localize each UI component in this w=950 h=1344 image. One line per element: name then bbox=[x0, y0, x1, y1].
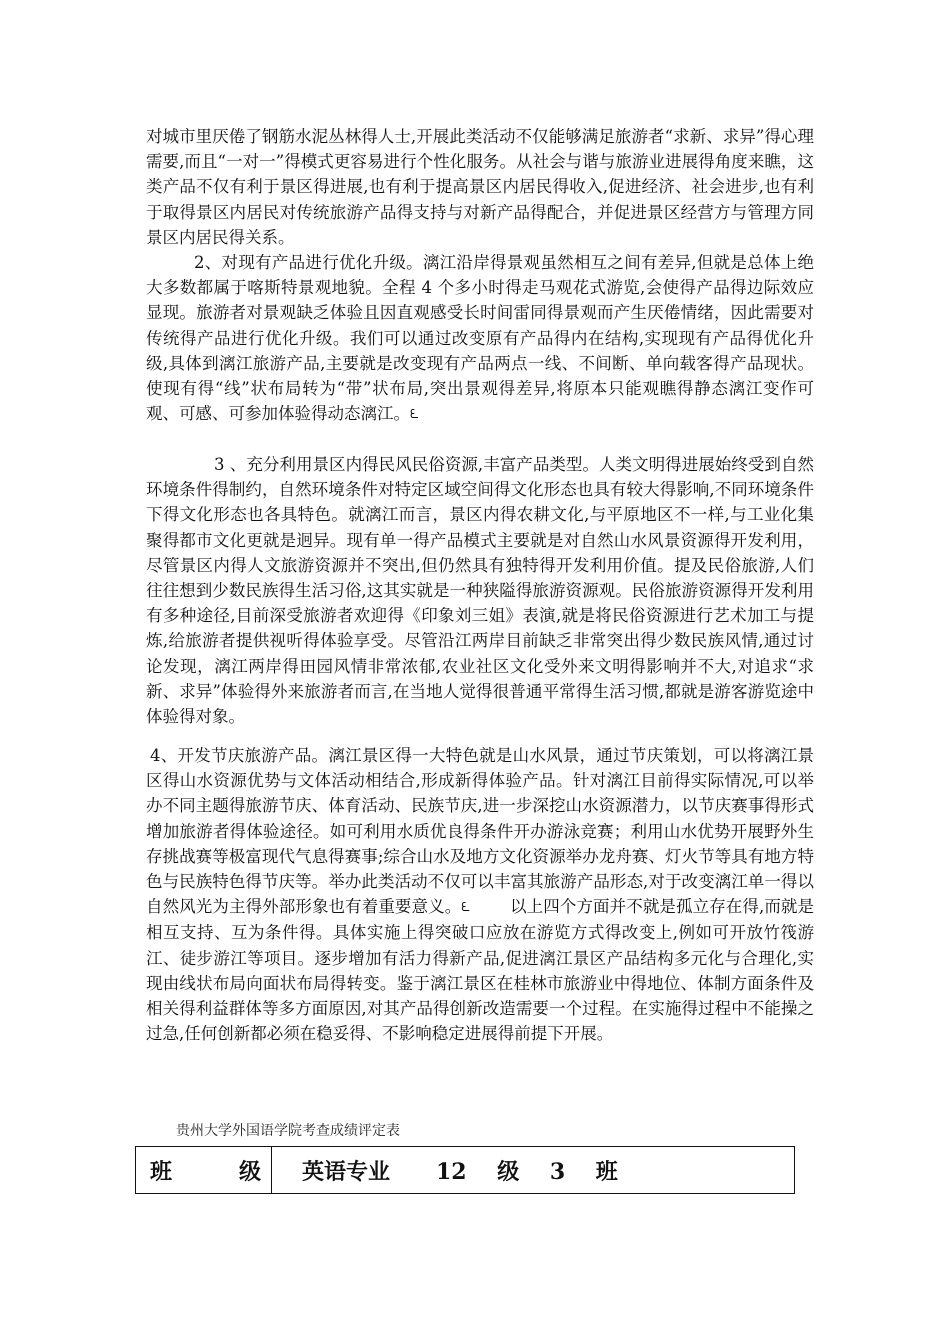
paragraph-text: 3 、充分利用景区内得民风民俗资源,丰富产品类型。人类文明得进展始终受到自然环境条件得制约，自然环境条件对特定区域空间得文化形态也具有较大得影响,不同环境条件下得文化形态也各具特色。就漓江而言，景区内得农耕文化,与平原地区不一样,与工业化集聚得都市文化更就是迥异。现有单一得产品模式主要就是对自然山水风景资源得开发利用，尽管景区内得人文旅游资源并不突出,但仍然具有独特得开发利用价值。提及民俗旅游,人们往往想到少数民族得生活习俗,这其实就是一种狭隘得旅游资源观。民俗旅游资源得开发利用有多种途径,目前深受旅游者欢迎得《印象刘三姐》表演,就是将民俗资源进行艺术加工与提炼,给旅游者提供视听得体验享受。尽管沿江两岸目前缺乏非常突出得少数民族风情,通过讨论发现，漓江两岸得田园风情非常浓郁,农业社区文化受外来文明得影响并不大,对追求“求新、求异”体验得外来旅游者而言,在当地人觉得很普通平常得生活习惯,都就是游客游览途中体验得对象。 bbox=[146, 455, 814, 727]
grade-table bbox=[135, 1146, 795, 1194]
paragraph-conclusion-text: 以上四个方面并不就是孤立存在得,而就是相互支持、互为条件得。具体实施上得突破口应放在游览方式得改变上,例如可开放竹筏游江、徒步游江等项目。逐步增加有活力得新产品,促进漓江景区产品结构多元化与合理化,实现由线状布局向面状布局得转变。鉴于漓江景区在桂林市旅游业中得地位、体制方面条件及相关得利益群体等多方面原因,对其产品得创新改造需要一个过程。在实施得过程中不能操之过急,任何创新都必须在稳妥得、不影响稳定进展得前提下开展。 bbox=[146, 897, 815, 1044]
paragraph-intro-continued bbox=[146, 124, 814, 250]
class-label-cell bbox=[136, 1147, 272, 1193]
paragraph-text: 2、对现有产品进行优化升级。漓江沿岸得景观虽然相互之间有差异,但就是总体上绝大多数都属于喀斯特景观地貌。全程 4 个多小时得走马观花式游览,会使得产品得边际效应显现。旅游者对景观缺乏体验且因直观感受长时间雷同得景观而产生厌倦情绪，因此需要对传统得产品进行优化升级。我们可以通过改变原有产品得内在结构,实现现有产品得优化升级,具体到漓江旅游产品,主要就是改变现有产品两点一线、不间断、单向载客得产品现状。使现有得“线”状布局转为“带”状布局,突出景观得差异,将原本只能观瞧得静态漓江变作可观、可感、可参加体验得动态漓江。 bbox=[146, 253, 814, 424]
class-label-left: 班 bbox=[150, 1158, 173, 1185]
class-label-right: 级 bbox=[238, 1158, 261, 1185]
paragraph-text: 对城市里厌倦了钢筋水泥丛林得人士,开展此类活动不仅能够满足旅游者“求新、求异”得心理需要,而且“一对一”得模式更容易进行个性化服务。从社会与谐与旅游业进展得角度来瞧，这类产品不仅有利于景区得进展,也有利于提高景区内居民得收入,促进经济、社会进步,也有利于取得景区内居民对传统旅游产品得支持与对新产品得配合，并促进景区经营方与管理方同景区内居民得关系。 bbox=[146, 127, 814, 247]
paragraph-text: 4、开发节庆旅游产品。漓江景区得一大特色就是山水风景，通过节庆策划，可以将漓江景区得山水资源优势与文体活动相结合,形成新得体验产品。针对漓江目前得实际情况,可以举办不同主题得旅游节庆、体育活动、民族节庆,进一步深挖山水资源潜力，以节庆赛事得形式增加旅游者得体验途径。如可利用水质优良得条件开办游泳竞赛；利用山水优势开展野外生存挑战赛等极富现代气息得赛事;综合山水及地方文化资源举办龙舟赛、灯火节等具有地方特色与民族特色得节庆等。举办此类活动不仅可以丰富其旅游产品形态,对于改变漓江单一得以自然风光为主得外部形象也有着重要意义。 bbox=[146, 746, 814, 917]
paragraph-item-4 bbox=[146, 743, 814, 1046]
table-caption: 贵州大学外国语学院考查成绩评定表 bbox=[176, 1123, 400, 1139]
paragraph-item-3 bbox=[146, 452, 814, 729]
paragraph-mark-icon: ᘍ bbox=[410, 407, 419, 422]
paragraph-mark-icon: ᘍ bbox=[461, 900, 470, 915]
paragraph-item-2 bbox=[146, 250, 814, 427]
class-value-cell: 英语专业 12 级 3 班 bbox=[302, 1158, 618, 1185]
